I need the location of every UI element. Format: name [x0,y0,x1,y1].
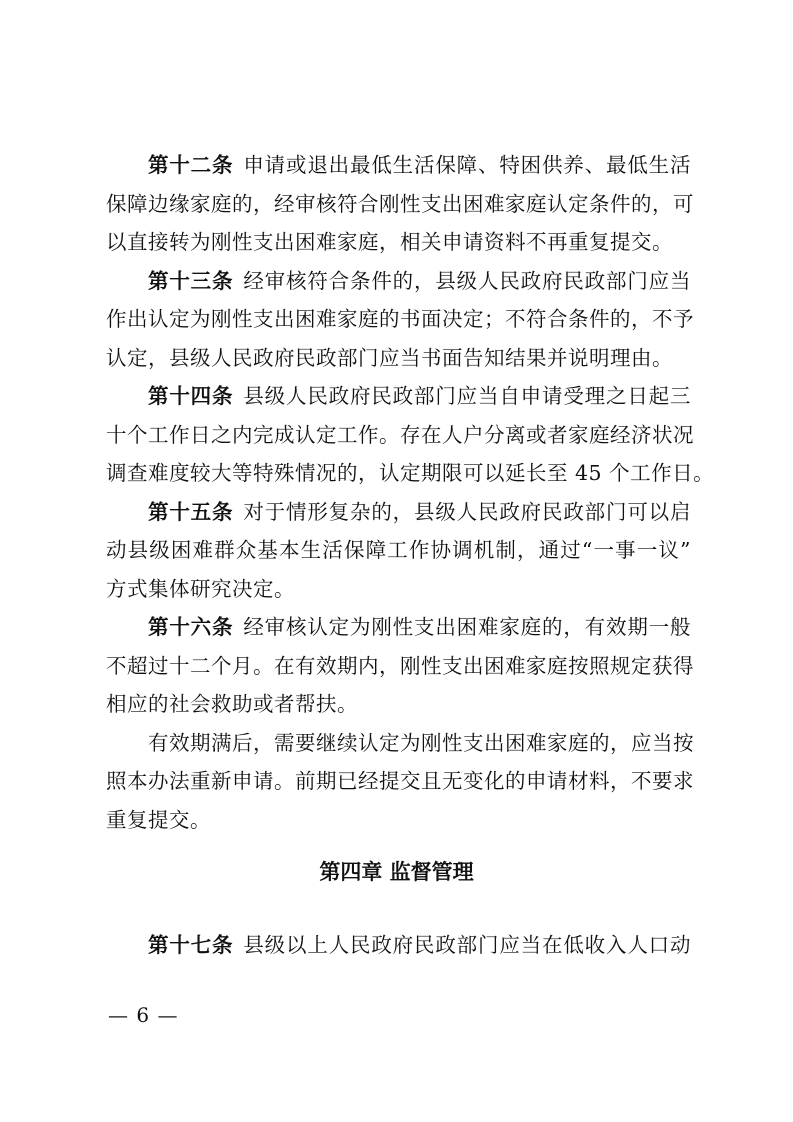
article-14-line-1 [106,377,691,416]
article-15-text-1: 对于情形复杂的，县级人民政府民政部门可以启 [243,499,692,524]
article-16-line-3: 相应的社会救助或者帮扶。 [106,692,358,716]
article-13-label: 第十三条 [148,268,234,293]
article-13-line-2: 作出认定为刚性支出困难家庭的书面决定；不符合条件的，不予 [106,307,694,331]
article-16-para-2-line-1: 有效期满后，需要继续认定为刚性支出困难家庭的，应当按 [148,730,694,755]
chapter-title: 第四章 监督管理 [319,860,474,884]
article-13-line-1 [106,262,691,301]
article-16-line-1 [106,608,691,647]
article-17-body [106,926,691,965]
article-12-text-1: 申请或退出最低生活保障、特困供养、最低生活 [243,153,692,177]
article-17-text-1: 县级以上人民政府民政部门应当在低收入人口动 [243,933,692,957]
article-14-line-3: 调查难度较大等特殊情况的，认定期限可以延长至 45 个工作日。 [106,461,715,485]
article-16-text-1: 经审核认定为刚性支出困难家庭的，有效期一般 [243,615,692,639]
article-15-label: 第十五条 [148,499,234,524]
article-body [106,146,715,839]
article-14-label: 第十四条 [148,384,234,408]
article-16-label: 第十六条 [148,615,234,639]
article-15-line-3: 方式集体研究决定。 [106,576,295,601]
article-12-line-3: 以直接转为刚性支出困难家庭，相关申请资料不再重复提交。 [106,230,673,254]
article-12-line-1 [106,146,691,185]
article-14-line-2: 十个工作日之内完成认定工作。存在人户分离或者家庭经济状况 [106,422,694,447]
article-16-line-2: 不超过十二个月。在有效期内，刚性支出困难家庭按照规定获得 [106,653,694,678]
article-12-line-2: 保障边缘家庭的，经审核符合刚性支出困难家庭认定条件的，可 [106,191,694,216]
article-17-label: 第十七条 [148,933,234,957]
article-13-line-3: 认定，县级人民政府民政部门应当书面告知结果并说明理由。 [106,345,673,370]
page-number: — 6 — [108,1003,179,1027]
article-15-line-1 [106,493,691,532]
article-17-line-1 [106,926,691,965]
article-13-text-1: 经审核符合条件的，县级人民政府民政部门应当 [243,268,692,293]
article-14-text-1: 县级人民政府民政部门应当自申请受理之日起三 [243,384,692,408]
article-12-label: 第十二条 [148,153,234,177]
article-15-line-2: 动县级困难群众基本生活保障工作协调机制，通过“一事一议” [106,538,691,562]
article-16-para-2-line-3: 重复提交。 [106,807,211,832]
article-16-para-2-line-2: 照本办法重新申请。前期已经提交且无变化的申请材料，不要求 [106,769,694,793]
